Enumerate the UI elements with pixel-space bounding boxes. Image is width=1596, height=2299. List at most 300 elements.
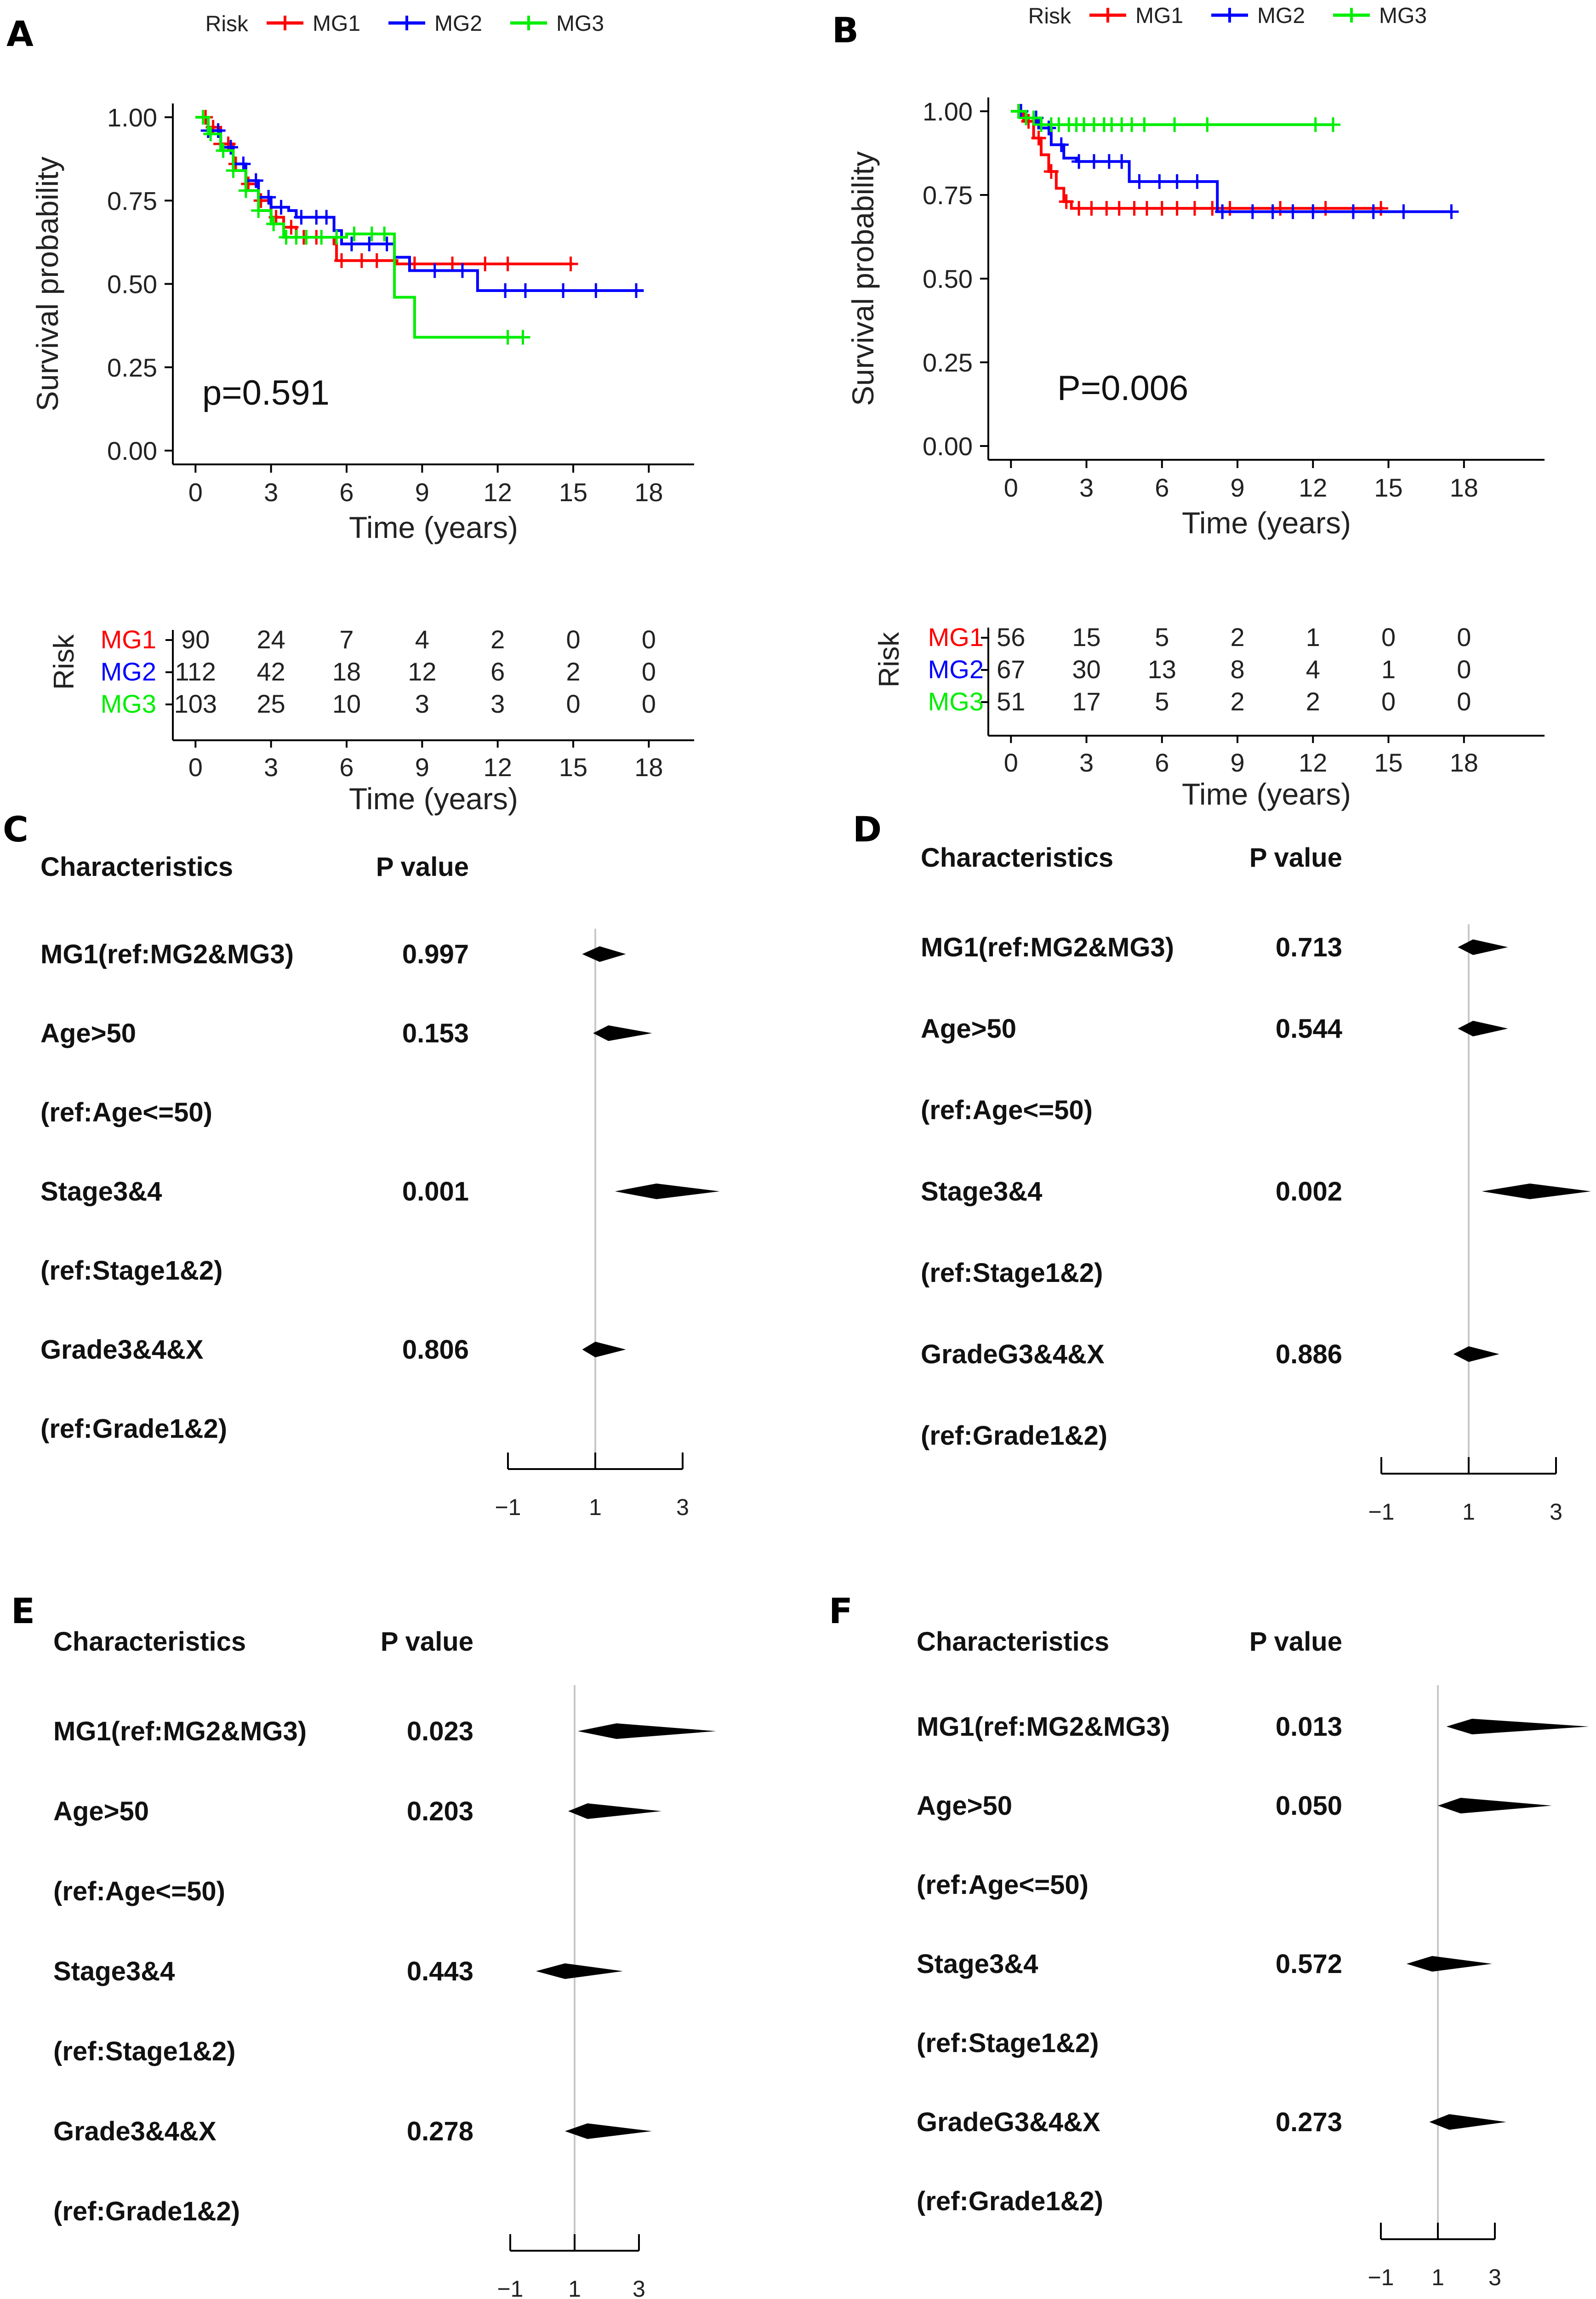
censor-mark: [1127, 201, 1142, 216]
risk-table-title: Risk: [48, 634, 80, 690]
legend-entry: MG3: [1379, 4, 1427, 28]
censor-mark: [1374, 201, 1388, 216]
x-tick-label: 0: [1003, 473, 1018, 502]
panel-label-f: F: [829, 1590, 853, 1631]
censor-mark: [1112, 201, 1127, 216]
risk-count: 5: [1155, 687, 1169, 716]
risk-count: 2: [1230, 623, 1245, 652]
row-p-value: 0.997: [402, 939, 469, 969]
risk-x-tick-label: 18: [1449, 748, 1478, 777]
censor-mark: [1132, 174, 1147, 189]
risk-x-tick-label: 9: [1230, 748, 1245, 777]
x-tick-label: 3: [264, 478, 279, 507]
row-p-value: 0.023: [406, 1716, 473, 1746]
censor-mark: [501, 257, 515, 271]
forest-row: [40, 1018, 652, 1048]
forest-axis-tick-label: 3: [676, 1494, 689, 1520]
forest-row: [40, 1335, 626, 1365]
forest-row: [53, 1796, 661, 1826]
censor-mark: [266, 217, 281, 231]
risk-count: 0: [641, 689, 656, 718]
row-label: Age>50: [921, 1014, 1016, 1044]
censor-mark: [1152, 174, 1167, 189]
censor-mark: [299, 230, 314, 245]
risk-count: 24: [256, 625, 285, 654]
forest-row: [40, 939, 626, 969]
censor-mark: [370, 253, 384, 268]
censor-mark: [629, 283, 644, 298]
row-label: (ref:Grade1&2): [40, 1414, 228, 1444]
censor-mark: [478, 257, 492, 271]
censor-mark: [249, 173, 263, 188]
estimate-diamond: [1458, 939, 1508, 955]
y-tick-label: 0.25: [107, 353, 157, 382]
risk-count: 103: [174, 689, 217, 718]
forest-row: [40, 1098, 212, 1127]
risk-count: 0: [641, 625, 656, 654]
row-label: MG1(ref:MG2&MG3): [40, 939, 294, 969]
estimate-diamond: [1482, 1184, 1591, 1199]
estimate-diamond: [536, 1963, 623, 1979]
risk-count: 42: [256, 657, 285, 686]
censor-mark: [445, 257, 460, 271]
row-p-value: 0.443: [406, 1956, 473, 1986]
x-tick-label: 0: [188, 478, 203, 507]
censor-mark: [1072, 201, 1086, 216]
censor-mark: [1305, 204, 1320, 219]
panel-label-a: A: [6, 13, 34, 54]
censor-mark: [1223, 201, 1237, 216]
header-characteristics: Characteristics: [921, 843, 1114, 873]
risk-count: 0: [1381, 623, 1396, 652]
row-p-value: 0.806: [402, 1335, 469, 1365]
forest-axis: [497, 2234, 645, 2299]
row-p-value: 0.153: [402, 1018, 469, 1048]
censor-mark: [1366, 204, 1381, 219]
row-label: (ref:Age<=50): [917, 1870, 1089, 1900]
censor-mark: [1308, 117, 1323, 132]
forest-row: [917, 1712, 1589, 1742]
panel-label-b: B: [832, 10, 859, 51]
risk-x-tick-label: 15: [559, 753, 588, 782]
x-axis-label: Time (years): [349, 510, 518, 544]
y-tick-label: 0.50: [923, 264, 973, 293]
censor-mark: [1084, 201, 1099, 216]
row-label: (ref:Stage1&2): [921, 1258, 1103, 1288]
risk-count: 0: [641, 657, 656, 686]
estimate-diamond: [1447, 1719, 1589, 1734]
censor-mark: [1326, 117, 1340, 132]
series-mg3: [195, 110, 530, 345]
forest-row: [917, 2107, 1506, 2137]
risk-count: 25: [256, 689, 285, 718]
risk-count: 17: [1072, 687, 1101, 716]
y-tick-label: 1.00: [107, 103, 157, 132]
risk-count: 30: [1072, 655, 1101, 684]
censor-mark: [564, 257, 578, 271]
row-label: Age>50: [917, 1791, 1012, 1821]
forest-row: [921, 1095, 1093, 1125]
row-label: Grade3&4&X: [40, 1335, 204, 1365]
censor-mark: [1170, 174, 1185, 189]
estimate-diamond: [565, 2123, 652, 2139]
row-p-value: 0.572: [1275, 1949, 1342, 1979]
forest-row: [921, 1014, 1508, 1044]
forest-axis-tick-label: 3: [1550, 1499, 1562, 1525]
row-label: (ref:Age<=50): [53, 1876, 225, 1906]
panel-label-d: D: [853, 809, 882, 850]
forest-axis-tick-label: 3: [1488, 2265, 1501, 2290]
censor-mark: [239, 183, 253, 198]
risk-count: 0: [566, 689, 581, 718]
risk-x-tick-label: 3: [264, 753, 279, 782]
risk-count: 2: [1230, 687, 1245, 716]
forest-row: [53, 2196, 240, 2226]
row-p-value: 0.203: [406, 1796, 473, 1826]
legend: [1028, 4, 1427, 29]
censor-mark: [588, 283, 603, 298]
censor-mark: [1285, 204, 1300, 219]
censor-mark: [241, 177, 256, 191]
censor-mark: [251, 203, 266, 218]
censor-mark: [1318, 201, 1333, 216]
censor-mark: [1190, 174, 1204, 189]
header-characteristics: Characteristics: [40, 852, 234, 882]
legend-entry: MG2: [1257, 4, 1305, 28]
estimate-diamond: [615, 1184, 720, 1199]
row-p-value: 0.544: [1275, 1014, 1342, 1044]
forest-axis-tick-label: 1: [589, 1494, 602, 1520]
series-mg1: [1011, 104, 1388, 216]
forest-row: [53, 1956, 623, 1986]
censor-mark: [1041, 120, 1056, 135]
x-tick-label: 6: [1155, 473, 1169, 502]
risk-x-tick-label: 0: [1003, 748, 1018, 777]
risk-x-tick-label: 18: [634, 753, 663, 782]
censor-mark: [254, 193, 268, 208]
risk-count: 0: [1457, 655, 1471, 684]
risk-row-label: MG3: [100, 689, 156, 718]
legend-entry: MG1: [1135, 4, 1184, 28]
header-p-value: P value: [1249, 843, 1342, 873]
y-axis-label: Survival probability: [846, 151, 880, 406]
censor-mark: [223, 140, 238, 154]
estimate-diamond: [568, 1803, 661, 1819]
risk-row-label: MG3: [928, 687, 984, 716]
risk-count: 51: [997, 687, 1026, 716]
y-tick-label: 0.00: [923, 432, 973, 461]
forest-axis: [495, 1453, 689, 1520]
risk-row-label: MG1: [100, 625, 156, 654]
row-label: MG1(ref:MG2&MG3): [53, 1716, 307, 1746]
risk-row-label: MG2: [100, 657, 156, 686]
risk-count: 18: [332, 657, 361, 686]
censor-mark: [377, 227, 392, 241]
row-p-value: 0.713: [1275, 932, 1342, 962]
forest-plot-d: [921, 843, 1591, 1525]
forest-plot-c: [40, 852, 720, 1520]
forest-row: [40, 1256, 222, 1286]
forest-row: [921, 1339, 1499, 1369]
x-tick-label: 15: [559, 478, 588, 507]
risk-count: 0: [1381, 687, 1396, 716]
risk-count: 112: [175, 657, 216, 686]
censor-mark: [1396, 204, 1411, 219]
risk-count: 5: [1155, 623, 1169, 652]
censor-mark: [1072, 154, 1086, 169]
risk-count: 1: [1381, 655, 1396, 684]
row-label: GradeG3&4&X: [917, 2107, 1100, 2137]
header-characteristics: Characteristics: [53, 1627, 246, 1657]
row-label: Age>50: [53, 1796, 149, 1826]
forest-axis-tick-label: 1: [1462, 1499, 1475, 1525]
forest-axis-tick-label: 3: [633, 2276, 645, 2299]
risk-table-title: Risk: [873, 632, 905, 688]
censor-mark: [1200, 117, 1214, 132]
forest-row: [53, 2116, 652, 2146]
risk-count: 15: [1072, 623, 1101, 652]
row-label: (ref:Stage1&2): [40, 1256, 223, 1286]
forest-axis-tick-label: −1: [497, 2276, 524, 2299]
censor-mark: [1346, 204, 1361, 219]
censor-mark: [344, 237, 359, 252]
censor-mark: [347, 227, 361, 241]
forest-axis-tick-label: 1: [1431, 2265, 1444, 2290]
x-tick-label: 12: [483, 478, 512, 507]
x-tick-label: 15: [1374, 473, 1403, 502]
row-label: Stage3&4: [40, 1177, 162, 1207]
censor-mark: [1114, 154, 1129, 169]
row-label: (ref:Stage1&2): [917, 2028, 1099, 2058]
panel-label-c: C: [3, 809, 28, 850]
forest-axis-tick-label: −1: [495, 1494, 521, 1520]
censor-mark: [1265, 204, 1280, 219]
risk-table: [873, 623, 1545, 811]
forest-row: [53, 2036, 235, 2066]
risk-x-tick-label: 6: [339, 753, 354, 782]
forest-axis-tick-label: −1: [1368, 1499, 1395, 1525]
censor-mark: [1137, 117, 1151, 132]
series-mg2: [195, 117, 644, 298]
censor-mark: [362, 237, 376, 252]
censor-mark: [1087, 154, 1101, 169]
forest-row: [917, 1949, 1492, 1979]
risk-count: 2: [566, 657, 581, 686]
censor-mark: [1167, 117, 1182, 132]
header-p-value: P value: [376, 852, 469, 882]
legend-title: Risk: [205, 12, 248, 36]
y-tick-label: 0.00: [107, 436, 157, 465]
km-plot-a: [30, 11, 694, 816]
row-label: (ref:Grade1&2): [921, 1421, 1108, 1451]
forest-axis-tick-label: 1: [568, 2276, 581, 2299]
estimate-diamond: [593, 1025, 652, 1041]
censor-mark: [1155, 201, 1169, 216]
risk-count: 67: [997, 655, 1026, 684]
forest-row: [40, 1177, 720, 1207]
row-label: Grade3&4&X: [53, 2116, 217, 2146]
x-tick-label: 9: [1230, 473, 1245, 502]
risk-x-tick-label: 6: [1155, 748, 1169, 777]
legend: [205, 11, 604, 36]
risk-count: 3: [415, 689, 429, 718]
x-tick-label: 3: [1079, 473, 1094, 502]
estimate-diamond: [578, 1723, 716, 1739]
row-label: (ref:Grade1&2): [917, 2186, 1104, 2216]
risk-count: 2: [1305, 687, 1320, 716]
row-label: Age>50: [40, 1018, 136, 1048]
forest-row: [53, 1876, 225, 1906]
row-p-value: 0.278: [406, 2116, 473, 2146]
forest-row: [917, 1870, 1089, 1900]
risk-count: 13: [1147, 655, 1176, 684]
forest-row: [40, 1414, 227, 1444]
row-label: MG1(ref:MG2&MG3): [917, 1712, 1170, 1742]
estimate-diamond: [1458, 1021, 1508, 1036]
risk-count: 56: [997, 623, 1026, 652]
censor-mark: [1444, 204, 1459, 219]
estimate-diamond: [1454, 1346, 1499, 1362]
forest-row: [917, 2028, 1099, 2058]
risk-count: 90: [181, 625, 210, 654]
risk-x-tick-label: 12: [483, 753, 512, 782]
row-label: Stage3&4: [921, 1177, 1043, 1207]
row-label: Stage3&4: [917, 1949, 1038, 1979]
estimate-diamond: [1429, 2114, 1506, 2130]
y-tick-label: 0.75: [107, 186, 157, 216]
y-tick-label: 0.25: [923, 348, 973, 377]
legend-title: Risk: [1028, 4, 1071, 29]
censor-mark: [1187, 201, 1202, 216]
censor-mark: [556, 283, 570, 298]
risk-x-tick-label: 15: [1374, 748, 1403, 777]
y-tick-label: 0.50: [107, 269, 157, 299]
censor-mark: [1102, 154, 1117, 169]
censor-mark: [1273, 201, 1288, 216]
row-p-value: 0.013: [1275, 1712, 1342, 1742]
censor-mark: [1124, 117, 1139, 132]
risk-row-label: MG2: [928, 655, 984, 684]
legend-entry: MG1: [313, 11, 361, 36]
row-p-value: 0.050: [1275, 1791, 1342, 1821]
x-tick-label: 18: [634, 478, 663, 507]
risk-count: 4: [415, 625, 429, 654]
y-tick-label: 0.75: [923, 181, 973, 210]
censor-mark: [319, 210, 334, 225]
forest-row: [917, 1791, 1552, 1821]
censor-mark: [498, 283, 513, 298]
forest-row: [921, 1421, 1107, 1451]
risk-x-tick-label: 3: [1079, 748, 1094, 777]
panel-label-e: E: [11, 1590, 35, 1631]
risk-count: 0: [566, 625, 581, 654]
header-p-value: P value: [380, 1627, 473, 1657]
forest-row: [921, 932, 1508, 962]
header-characteristics: Characteristics: [917, 1627, 1110, 1657]
header-p-value: P value: [1249, 1627, 1342, 1657]
censor-mark: [515, 330, 530, 345]
row-label: (ref:Age<=50): [40, 1098, 212, 1127]
risk-count: 0: [1457, 623, 1471, 652]
censor-mark: [203, 126, 218, 141]
km-plot-b: [846, 4, 1545, 811]
risk-count: 6: [490, 657, 505, 686]
forest-axis: [1368, 2223, 1501, 2290]
censor-mark: [1170, 201, 1185, 216]
risk-count: 12: [408, 657, 437, 686]
row-p-value: 0.002: [1275, 1177, 1342, 1207]
risk-count: 3: [490, 689, 505, 718]
forest-axis: [1368, 1457, 1562, 1525]
x-tick-label: 6: [339, 478, 354, 507]
forest-row: [917, 2186, 1103, 2216]
legend-entry: MG2: [434, 11, 483, 36]
estimate-diamond: [582, 946, 626, 962]
risk-count: 1: [1305, 623, 1320, 652]
p-value-annotation: P=0.006: [1057, 369, 1189, 408]
x-axis-label: Time (years): [1182, 506, 1351, 540]
risk-count: 8: [1230, 655, 1245, 684]
row-label: GradeG3&4&X: [921, 1339, 1105, 1369]
risk-table: [48, 625, 694, 816]
forest-row: [53, 1716, 716, 1746]
censor-mark: [380, 237, 394, 252]
censor-mark: [1140, 201, 1154, 216]
censor-mark: [1245, 204, 1260, 219]
risk-x-tick-label: 0: [188, 753, 203, 782]
estimate-diamond: [582, 1342, 626, 1357]
estimate-diamond: [1438, 1798, 1552, 1813]
forest-row: [921, 1177, 1591, 1207]
censor-mark: [518, 283, 533, 298]
row-label: MG1(ref:MG2&MG3): [921, 932, 1174, 962]
survival-curve: [195, 117, 523, 337]
y-axis-label: Survival probability: [30, 156, 64, 412]
risk-row-label: MG1: [928, 623, 984, 652]
row-p-value: 0.001: [402, 1177, 469, 1207]
risk-x-tick-label: 12: [1299, 748, 1328, 777]
censor-mark: [236, 157, 251, 172]
censor-mark: [365, 227, 379, 241]
censor-mark: [1054, 137, 1069, 152]
risk-table-x-label: Time (years): [1182, 777, 1351, 811]
series-mg3: [1011, 104, 1340, 132]
forest-plot-f: [917, 1627, 1589, 2290]
y-tick-label: 1.00: [923, 97, 973, 126]
risk-count: 0: [1457, 687, 1471, 716]
risk-count: 10: [332, 689, 361, 718]
row-label: (ref:Grade1&2): [53, 2196, 240, 2226]
forest-axis-tick-label: −1: [1368, 2265, 1394, 2290]
censor-mark: [261, 190, 276, 205]
risk-count: 4: [1305, 655, 1320, 684]
risk-table-x-label: Time (years): [349, 782, 518, 816]
censor-mark: [226, 163, 240, 178]
censor-mark: [455, 263, 470, 278]
row-p-value: 0.273: [1275, 2107, 1342, 2137]
forest-row: [921, 1258, 1103, 1288]
row-label: (ref:Stage1&2): [53, 2036, 236, 2066]
x-tick-label: 9: [415, 478, 429, 507]
x-tick-label: 12: [1299, 473, 1328, 502]
row-p-value: 0.886: [1275, 1339, 1342, 1369]
censor-mark: [501, 330, 515, 345]
risk-x-tick-label: 9: [415, 753, 429, 782]
risk-count: 2: [490, 625, 505, 654]
risk-count: 7: [339, 625, 354, 654]
p-value-annotation: p=0.591: [202, 373, 330, 412]
censor-mark: [354, 253, 369, 268]
